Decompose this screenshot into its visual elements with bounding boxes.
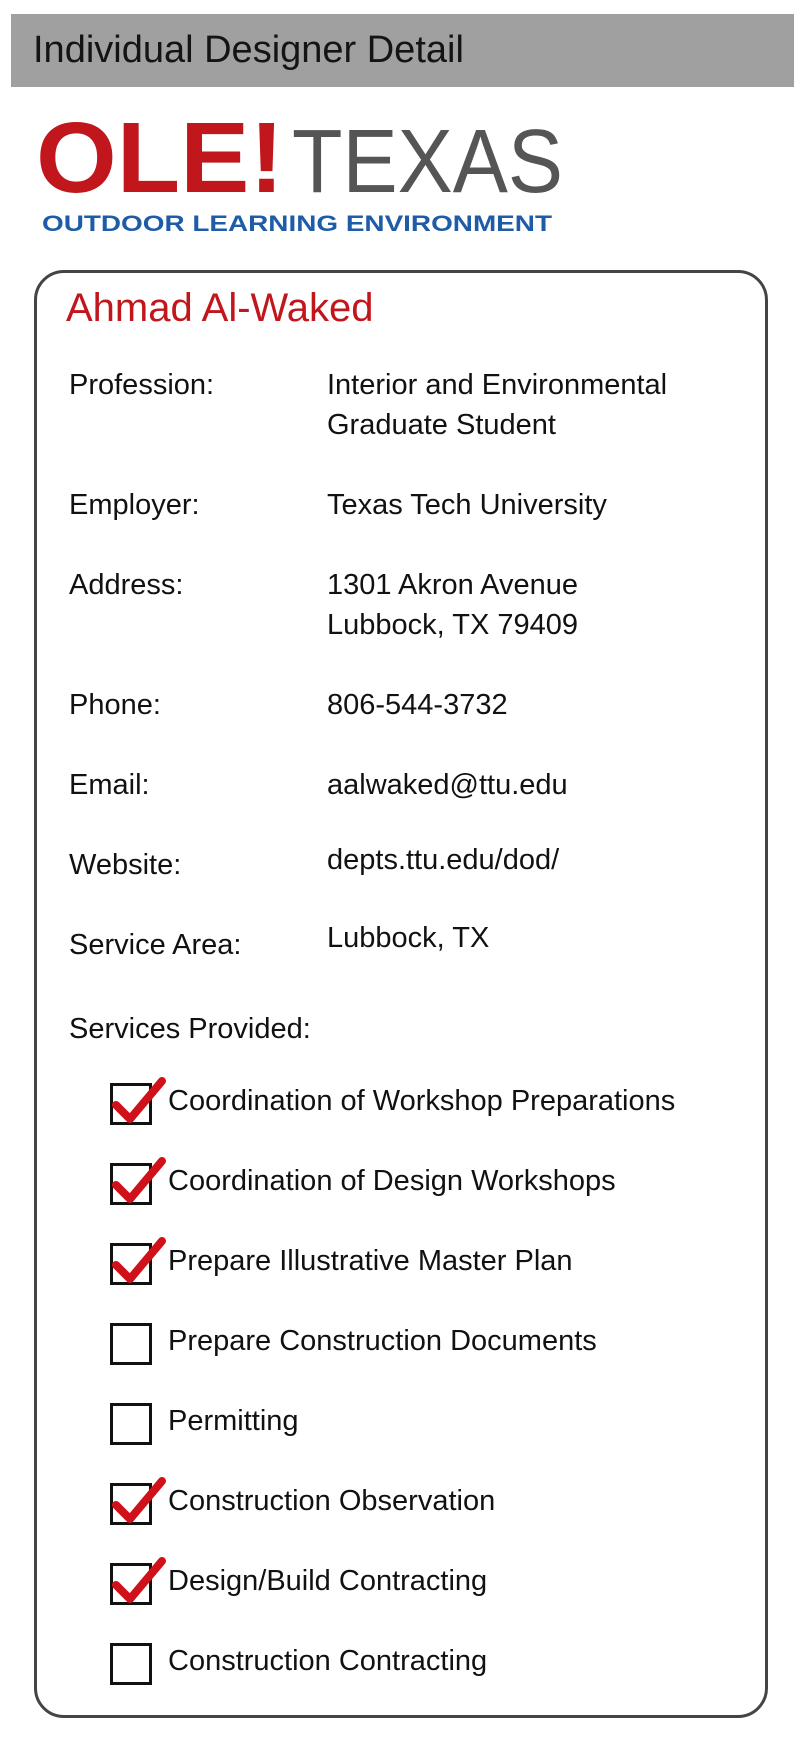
- logo-texas-text: TEXAS: [292, 112, 563, 212]
- service-area-value: Lubbock, TX: [327, 922, 490, 954]
- website-label: Website:: [69, 849, 182, 881]
- service-label: Construction Contracting: [168, 1645, 488, 1677]
- service-checkbox[interactable]: [110, 1323, 152, 1365]
- services-provided-label: Services Provided:: [69, 1013, 311, 1045]
- logo-ole-text: OLE!: [36, 112, 284, 214]
- profession-value: Interior and Environmental: [327, 369, 668, 401]
- header-bar: [11, 14, 794, 87]
- checkmark-icon: [108, 1555, 168, 1609]
- ole-texas-logo: [36, 112, 566, 247]
- checkmark-icon: [108, 1475, 168, 1529]
- employer-value: Texas Tech University: [327, 489, 607, 521]
- address-value-line2: Lubbock, TX 79409: [327, 609, 578, 641]
- page-title: Individual Designer Detail: [33, 29, 464, 71]
- service-label: Prepare Construction Documents: [168, 1325, 597, 1357]
- website-value[interactable]: depts.ttu.edu/dod/: [327, 844, 560, 876]
- email-value[interactable]: aalwaked@ttu.edu: [327, 769, 568, 801]
- email-label: Email:: [69, 769, 150, 801]
- service-label: Prepare Illustrative Master Plan: [168, 1245, 573, 1277]
- service-label: Design/Build Contracting: [168, 1565, 488, 1597]
- employer-label: Employer:: [69, 489, 200, 521]
- profession-label: Profession:: [69, 369, 215, 401]
- phone-value: 806-544-3732: [327, 689, 508, 721]
- service-area-label: Service Area:: [69, 929, 242, 961]
- profession-value-line2: Graduate Student: [327, 409, 556, 441]
- phone-label: Phone:: [69, 689, 161, 721]
- logo-tagline: OUTDOOR LEARNING ENVIRONMENT: [42, 211, 553, 236]
- service-label: Coordination of Workshop Preparations: [168, 1085, 676, 1117]
- checkmark-icon: [108, 1075, 168, 1129]
- service-label: Construction Observation: [168, 1485, 496, 1517]
- address-value: 1301 Akron Avenue: [327, 569, 579, 601]
- address-label: Address:: [69, 569, 184, 601]
- designer-name: Ahmad Al-Waked: [66, 286, 374, 330]
- service-label: Permitting: [168, 1405, 299, 1437]
- checkmark-icon: [108, 1155, 168, 1209]
- service-checkbox[interactable]: [110, 1643, 152, 1685]
- service-checkbox[interactable]: [110, 1403, 152, 1445]
- service-label: Coordination of Design Workshops: [168, 1165, 616, 1197]
- checkmark-icon: [108, 1235, 168, 1289]
